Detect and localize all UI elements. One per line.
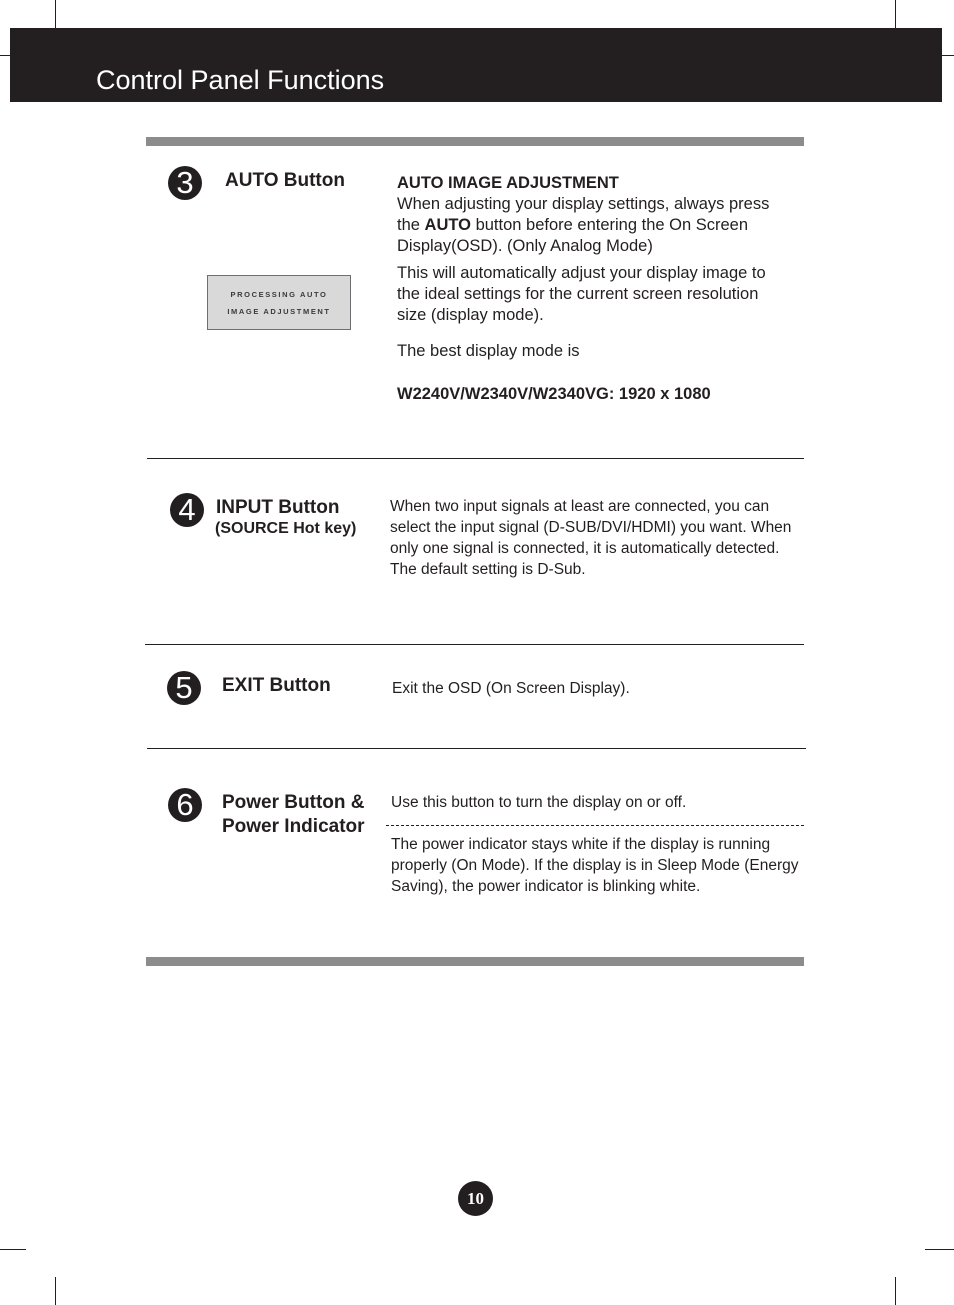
section-divider (145, 644, 804, 645)
osd-processing-image (207, 275, 351, 330)
crop-mark (942, 55, 954, 56)
auto-button-label: AUTO Button (225, 170, 345, 191)
item-number-badge: 6 (168, 788, 202, 822)
section-divider (147, 748, 806, 749)
section-bottom-bar (146, 957, 804, 966)
exit-button-label: EXIT Button (222, 675, 331, 696)
section-divider (147, 458, 804, 459)
osd-message-line: IMAGE ADJUSTMENT (227, 307, 331, 316)
item-number-badge: 5 (167, 671, 201, 705)
input-button-label: INPUT Button (216, 497, 340, 518)
item-number-badge: 4 (170, 493, 204, 527)
auto-keyword: AUTO (424, 216, 471, 234)
item-number-badge: 3 (168, 166, 202, 200)
power-indicator-description: The power indicator stays white if the display is running properly (On Mode). If the display is in Sleep Mode (Energy Saving), the power indicator is blinking white. (391, 836, 799, 895)
power-indicator-label: Power Indicator (222, 816, 365, 837)
auto-image-adjustment-heading: AUTO IMAGE ADJUSTMENT (397, 174, 619, 192)
crop-mark (55, 1277, 56, 1305)
crop-mark (0, 55, 10, 56)
auto-description-text: When adjusting your display settings, always press the (397, 195, 770, 234)
power-button-description: Use this button to turn the display on or off. (391, 794, 687, 811)
crop-mark (895, 0, 896, 28)
power-button-label: Power Button & (222, 792, 365, 813)
crop-mark (925, 1249, 954, 1250)
page-title: Control Panel Functions (96, 65, 385, 95)
exit-description: Exit the OSD (On Screen Display). (392, 680, 630, 697)
section-top-bar (146, 137, 804, 146)
auto-description (397, 194, 792, 257)
page-number: 10 (458, 1181, 493, 1216)
crop-mark (55, 0, 56, 28)
osd-message-line: PROCESSING AUTO (230, 290, 328, 299)
source-hot-key-label: (SOURCE Hot key) (215, 520, 357, 537)
best-display-mode-value: W2240V/W2340V/W2340VG: 1920 x 1080 (397, 385, 711, 403)
crop-mark (0, 1249, 26, 1250)
auto-description-text: button before entering the On Screen Display(OSD). (Only Analog Mode) (397, 216, 749, 255)
input-description: When two input signals at least are connected, you can select the input signal (D-SUB/DVI/HDMI) you want. When only one signal is connected, it is automatically detected. The default setting is D-Sub. (390, 498, 792, 578)
dashed-divider (386, 825, 804, 826)
auto-adjust-description: This will automatically adjust your display image to the ideal settings for the current screen resolution size (display mode). (397, 264, 766, 324)
crop-mark (895, 1277, 896, 1305)
best-display-mode-intro: The best display mode is (397, 342, 580, 360)
